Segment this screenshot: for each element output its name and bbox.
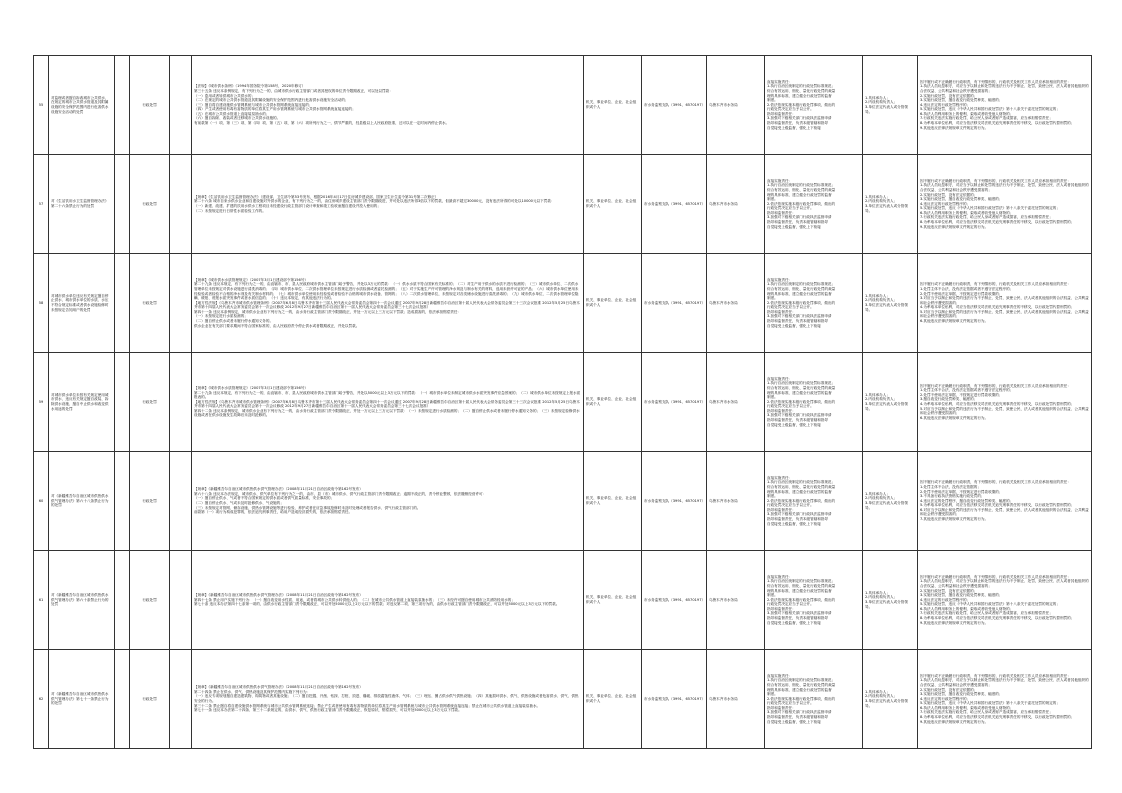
sub-item-cell: [115, 353, 130, 452]
accountability-line: 2.实施行政处罚，没有法定依据的；: [920, 93, 978, 98]
legal-basis-line: （二）未按规定进行日常性水质检验工作的。: [194, 208, 266, 213]
duty-line: 制度。: [767, 494, 778, 499]
item-name: 对《新疆维吾尔自治区城市供热供水供气管理办法》第七十一条禁止行为的处罚: [49, 650, 115, 749]
legal-basis-line: 第四十一条 违反本条例规定，城市供水企业有下列行为之一的，由水务行政主管部门责令限期改正，并处一万元以上三万元以下罚款；造成损害的，依法承担赔偿责任：: [194, 309, 462, 314]
legal-basis-line: 【地方性法规】《乌鲁木齐市城市供水管理条例》（2007年6月8日乌鲁木齐市第十三届人民代表大会常务委员会第四十一次会议通过 2007年9月28日新疆维吾尔自治区第十届人民代表大会常务委员会第三十三次会议批准 2012年5月25日乌鲁木齐市第十四届人民代表大会常务委员会第十一次会议修改 2012年9月27日新疆维吾尔自治区第十一届人民代表大会常务委员会第三十七次会议批准）: [194, 300, 580, 310]
duty-line: 制度。: [767, 296, 778, 301]
accountability-line: 7.行政机关违法实施行政处罚，给公民人身或者财产造成损害，应当承担赔偿责任；: [920, 215, 1053, 220]
legal-basis-line: （三）未按规定对管网、储存设施、供热水管网设施等进行检验、养护或者在应急事故抢修时未及时处理或者报告供水、供气行政主管部门的。: [194, 505, 421, 510]
accountability-line: 1.执法人员玩忽职守，对应当予以制止和处罚的违法行为不予制止、处罚，致使公民、法人或者其他组织的合法权益、公共利益和社会秩序遭受损害的；: [920, 579, 1089, 588]
accountability-line: 9.其他违反法律法规规章文件规定的行为。: [920, 620, 989, 625]
duty-line: 3.加强对下级相关部门行政执法监督申请: [767, 413, 832, 418]
target-subject: 机关、事业单位、企业、社会组织或个人: [584, 254, 642, 353]
accountability-line: 5.实施行政处罚，违反《中华人民共和国行政处罚法》第十八条关于委托处罚的规定的；: [920, 602, 1060, 607]
duty-line: 直接实施责任：: [767, 178, 793, 183]
item-name: 对《新疆维吾尔自治区城市供热供水供气管理办法》第六十八条禁止行为的处罚: [49, 452, 115, 551]
duty-line: 2.依法依规实施本级行政处罚事项，做出的: [767, 201, 836, 206]
legal-basis-line: （二）擅自停止供水、气或未及时抢修供水、气设施的；: [194, 501, 284, 505]
code-cell: [170, 452, 192, 551]
duty-line: 指导和监督责任，负责本级管辖和指导: [767, 319, 829, 324]
duty-line: 指导和监督责任：: [767, 111, 796, 116]
accountability-line: 9.其他违反法律法规规章文件规定的行为。: [920, 719, 989, 724]
responsible-department: 市水务监察支队（3991、6570197）: [642, 155, 707, 254]
accountability-line: 5.实施行政处罚，违反《中华人民共和国行政处罚法》第十八条关于委托处罚的规定的；: [920, 701, 1060, 706]
legal-basis-line: 【规章】《城市供水水质管理规定》（2007年3月1日建设部令第156号）: [194, 277, 309, 282]
accountability-line: 因不履行或不正确履行行政职责，有下列情形的，行政机关及相关工作人员应承担相应的责任：: [920, 282, 1071, 287]
target-subject: 机关、事业单位、企业、社会组织或个人: [584, 56, 642, 155]
duty-line: 1.执行自治区统制定的行政处罚标准规范；: [767, 84, 836, 89]
duty-line: 行政处罚决定应当予以公开。: [767, 305, 814, 310]
accountability-line: 3.实施行政处罚，擅自改变行政处罚种类、幅度的；: [920, 692, 1003, 697]
accountability-line: 3.实施行政处罚，擅自改变行政处罚种类、幅度的；: [920, 98, 1003, 103]
duty-line: 直接实施责任：: [767, 277, 793, 282]
duty-line: 2.依法依规实施本级行政处罚事项，做出的: [767, 399, 836, 404]
duty-line: 制度。: [767, 197, 778, 202]
responsible-persons: 1.具体承办人； 2.内设机构负责人； 3.单位法定代表人或分管领导。: [863, 155, 918, 254]
duty-line: 综合有效运用、细化、量化行政处罚的裁量: [767, 385, 836, 390]
accountability-line: 3.对应当予以制止和处罚的违法行为不予制止、处罚，致使公民、法人或者其他组织的合法权益、公共利益和社会秩序遭受损害的；: [920, 296, 1089, 305]
legal-basis-line: （六）擅自拆除、改装或者迁移城市公共供水设施的。: [194, 116, 281, 121]
duty-line: 理的具体标准，建立健全行政处罚的监督: [767, 93, 832, 98]
accountability-line: 6.执法人员利用职务上的便利，索取或者收受他人财物的；: [920, 111, 1014, 116]
accountability-items: [918, 452, 1092, 551]
legal-basis: [192, 650, 584, 749]
legal-basis-line: 第二十九条 违反本规定，有下列行为之一的，由直辖市、市、县人民政府城市供水主管部门给予警告，并处以3万元的罚款：（一）供水水质不符合国家有关标准的；（二）对生产用于供水的水质不进行检测的；（三）城市供水单位、二次供水管理单位未按规定对供水设施进行清洗消毒的；（四）城市供水单位、二次供水管理单位未按规定进行水质检测或者委托检测的；（五）对于实施生产许可管理的净水剂及与制水有关的材料，选用未获许可证的产品；（六）城市供水单位使用未经检验或者检验不合格的净水剂及有关制水材料的；（七）城市供水单位使用未经检验或者检验不合格的城市供水设备、管网的；（八）二次供水管理单位，未按规定对各类储水设施进行清洗消毒的；（九）城市供水单位、二次供水管理单位隐瞒、缓报、谎报水质突发事件或者水质信息的；（十）违反本规定，有其他违法行为的。: [194, 282, 579, 301]
responsible-persons: 1.具体承办人； 2.内设机构负责人； 3.单位法定代表人或分管领导。: [863, 254, 918, 353]
legal-basis-line: 第三十二条 禁止擅自将自建设施供水管网系统与城市公共供水管网系统连接；禁止产生或者使用有毒有害物质的单位将其生产用水管网系统与城市公共供水管网系统直接连接；禁止在城市公共供水管道上直接装泵抽水。: [194, 703, 541, 708]
legal-basis-line: 第二十九条 违反本规定，有下列行为之一的，由直辖市、市、县人民政府城市供水主管部门给予警告，并处以5000元以上3万元以下的罚款：（一）城市供水单位未制定城市供水水质突发事件应急预案的；（二）城市供水单位未按规定上报水质报表的。: [194, 390, 581, 400]
accountability-line: 2.处罚不使用法定单据，不按规定进行罚款收缴的；: [920, 392, 1003, 397]
duty-line: 综合有效运用、细化、量化行政处罚的裁量: [767, 187, 836, 192]
sub-item-cell: [115, 56, 130, 155]
duty-line: 2.依法依规实施本级行政处罚事项，做出的: [767, 498, 836, 503]
duty-line: 直接实施责任：: [767, 376, 793, 381]
accountability-line: 因不履行或不正确履行行政职责，有下列情形的，行政机关及相关工作人员应承担相应的责任：: [920, 574, 1071, 579]
target-subject: 机关、事业单位、企业、社会组织或个人: [584, 551, 642, 650]
accountability-line: 4.违反法定的行政处罚程序的；: [920, 696, 971, 701]
duty-line: 3.加强对下级相关部门行政执法监督申请: [767, 512, 832, 517]
legal-basis-line: 第二十六条 城市自来水供水企业和自建设施对外供水的企业，有下列行为之一的，由住房城乡建设主管部门责令限期改进，并可处以违法所得3倍以下的罚款，但最高不超过30000元，没有违法所得的可处以10000元以下罚款：: [194, 199, 555, 204]
accountability-items: [918, 254, 1092, 353]
legal-basis-line: 有前款第（一）项、第（三）项、第（四）项、第（五）项、第（六）项所列行为之一，情节严重的，经县级以上人民政府批准，还可以在一定时间内停止供水。: [194, 121, 450, 126]
sub-item-cell: [115, 254, 130, 353]
table-row: [34, 353, 1092, 452]
row-number: 58: [34, 254, 49, 353]
accountability-line: 7.行政机关违法实施行政处罚，给公民人身或者财产造成损害，应当承担赔偿责任；: [920, 710, 1053, 715]
accountability-line: 6.其他违反法律法规规章文件规定的行为。: [920, 319, 989, 324]
accountability-line: 6.执法人员利用职务上的便利，索取或者收受他人财物的；: [920, 210, 1014, 215]
duty-line: 自觉接受上级监督，强化上下衔接: [767, 719, 821, 724]
legal-basis-line: 第六十八条 违反本办法规定，城市供水、供气单位有下列行为之一的，由市、县（市）城市供水、供气行政主管部门责令限期改正；逾期不改正的，责令停业整顿，依法撤销经营许可：: [194, 491, 487, 496]
legal-basis-line: （一）违反专项规划擅自建造建筑物、构筑物或者其他设施；（二）擅自挖掘、开凿、钻探、打桩、顶进、爆破、排放腐蚀性液体、气体；（三）埋压、圈占供水供气供热设施；（四）其他损坏供水、供气、供热设施或者危害供水、供气、供热安全的行为。: [194, 694, 579, 703]
duty-line: 行政处罚决定应当予以公开。: [767, 206, 814, 211]
accountability-line: 2.实施行政处罚，没有法定依据的；: [920, 192, 978, 197]
accountability-line: 3.擅自改变行政处罚种类、幅度的；: [920, 397, 978, 402]
legal-basis-line: 【规章】《城市供水水质管理规定》（2007年3月1日建设部令第156号）: [194, 385, 309, 390]
accountability-line: 2.实施行政处罚，没有法定依据的；: [920, 687, 978, 692]
accountability-items: [918, 353, 1092, 452]
duty-line: 行政处罚决定应当予以公开。: [767, 701, 814, 706]
table-row: [34, 254, 1092, 353]
accountability-line: 6.执法人员利用职务上的便利，索取或者收受他人财物的；: [920, 606, 1014, 611]
duty-line: 制度。: [767, 692, 778, 697]
row-number: 55: [34, 56, 49, 155]
accountability-line: 8.为牟取本单位私利，对应当依法移交司法机关追究刑事责任的不移交，以行政处罚代替刑罚的；: [920, 616, 1075, 621]
power-category: 行政处罚: [130, 650, 170, 749]
legal-basis-line: （一）新建、改建、扩建的饮用水供水工程项目未经建设行政主管部门设计审查和竣工验收而擅自建设并投入使用的；: [194, 204, 381, 208]
duty-line: 自觉接受上级监督，强化上下衔接: [767, 125, 821, 130]
legal-basis-line: 【规章】《生活饮用水卫生监督管理办法》（建设部、卫生部令第53号发布，根据2016年4月17日住房城乡建设部、国家卫生计生委令第31号第二次修正）: [194, 194, 439, 199]
duty-line: 指导和监督责任：: [767, 507, 796, 512]
duty-line: 理的具体标准，建立健全行政处罚的监督: [767, 687, 832, 692]
duty-line: 综合有效运用、细化、量化行政处罚的裁量: [767, 682, 836, 687]
duty-line: 直接实施责任：: [767, 475, 793, 480]
row-number: 60: [34, 452, 49, 551]
table-row: [34, 452, 1092, 551]
sub-item-cell: [115, 551, 130, 650]
accountability-items: [918, 56, 1092, 155]
accountability-line: 2.处罚不使用法定单据，不按规定进行罚款收缴的；: [920, 489, 1003, 494]
accountability-line: 7.其他违反法律法规规章文件规定的行为。: [920, 517, 989, 522]
duty-line: 综合有效运用、细化、量化行政处罚的裁量: [767, 88, 836, 93]
duty-line: 指导和监督责任，负责本级管辖和指导: [767, 418, 829, 423]
duty-line: 理的具体标准，建立健全行政处罚的监督: [767, 588, 832, 593]
responsible-department: 市水务监察支队（3991、6570197）: [642, 551, 707, 650]
duty-line: 自觉接受上级监督，强化上下衔接: [767, 224, 821, 229]
target-subject: 机关、事业单位、企业、社会组织或个人: [584, 650, 642, 749]
accountability-line: 因不履行或不正确履行行政职责，有下列情形的，行政机关及相关工作人员应承担相应的责任：: [920, 673, 1071, 678]
accountability-line: 1.处罚主体不合法，没有法定依据或者不遵守法定程序的；: [920, 388, 1014, 393]
responsible-department: 市水务监察支队（3991、6570197）: [642, 56, 707, 155]
accountability-line: 因不履行或不正确履行行政职责，有下列情形的，行政机关及相关工作人员应承担相应的责任：: [920, 178, 1071, 183]
responsible-persons: 1.具体承办人； 2.内设机构负责人； 3.单位法定代表人或分管领导。: [863, 452, 918, 551]
duty-line: 2.依法依规实施本级行政处罚事项，做出的: [767, 300, 836, 305]
power-category: 行政处罚: [130, 551, 170, 650]
code-cell: [170, 56, 192, 155]
duty-items: [765, 551, 863, 650]
duty-items: [765, 56, 863, 155]
legal-basis: [192, 353, 584, 452]
duty-items: [765, 353, 863, 452]
duty-line: 制度。: [767, 98, 778, 103]
table-row: [34, 56, 1092, 155]
legal-basis-line: 【地方性法规】《乌鲁木齐市城市供水管理条例》（2007年6月8日乌鲁木齐市第十三届人民代表大会常务委员会第四十一次会议通过 2007年9月28日新疆维吾尔自治区第十届人民代表大会常务委员会第三十三次会议批准 2012年5月25日乌鲁木齐市第十四届人民代表大会常务委员会第十一次会议修改 2012年9月27日新疆维吾尔自治区第十一届人民代表大会常务委员会第三十七次会议批准）: [194, 399, 580, 409]
responsible-department: 市水务监察支队（3991、6570197）: [642, 452, 707, 551]
row-number: 57: [34, 155, 49, 254]
row-number: 62: [34, 650, 49, 749]
accountability-line: 3.实施行政处罚，擅自改变行政处罚种类、幅度的；: [920, 197, 1003, 202]
accountability-items: [918, 551, 1092, 650]
duty-line: 综合有效运用、细化、量化行政处罚的裁量: [767, 484, 836, 489]
duty-line: 1.执行自治区统制定的行政处罚标准规范；: [767, 480, 836, 485]
legal-basis-line: （三）擅自将自建设施供水管网系统与城市公共供水管网系统直接连接的；: [194, 102, 313, 107]
accountability-line: 8.为牟取本单位私利，对应当依法移交司法机关追究刑事责任的不移交，以行政处罚代替刑罚的；: [920, 121, 1075, 126]
accountability-line: 5.为牟取本单位私利，对应当依法移交司法机关追究刑事责任的不移交，以行政处罚代替刑罚的；: [920, 503, 1075, 508]
accountability-line: 9.其他违反法律法规规章文件规定的行为。: [920, 125, 989, 130]
legal-basis-line: （一）盗用或者转供城市公共供水的；: [194, 93, 256, 98]
accountability-line: 4.违反法定的行政处罚程序的；: [920, 201, 971, 206]
item-name: 对《生活饮用水卫生监督管理办法》第二十六条禁止行为的处罚: [49, 155, 115, 254]
legal-basis-line: 第四十七条 禁止用户实施下列行为：（一）擅自改变用水性质、用途，或者将城市公共供水转供他人的；（二）在城市公共供水管道上直接装泵抽水的；（三）未经许可擅自使用城市公共消防栓用水的；: [194, 597, 515, 602]
power-category: 行政处罚: [130, 56, 170, 155]
accountability-line: 因不履行或不正确履行行政职责，有下列情形的，行政机关及相关工作人员应承担相应的责任：: [920, 480, 1071, 485]
legal-basis: [192, 254, 584, 353]
duty-line: 1.执行自治区统制定的行政处罚标准规范；: [767, 183, 836, 188]
accountability-line: 3.不具备行政执法资格实施行政处罚的；: [920, 494, 985, 499]
power-category: 行政处罚: [130, 452, 170, 551]
duty-line: 3.加强对下级相关部门行政执法监督申请: [767, 116, 832, 121]
accountability-line: 1.执法人员玩忽职守，对应当予以制止和处罚的违法行为不予制止、处罚，致使公民、法人或者其他组织的合法权益、公共利益和社会秩序遭受损害的；: [920, 183, 1089, 192]
row-number: 61: [34, 551, 49, 650]
table-row: [34, 155, 1092, 254]
responsible-persons: 1.具体承办人； 2.内设机构负责人； 3.单位法定代表人或分管领导。: [863, 650, 918, 749]
duty-line: 3.加强对下级相关部门行政执法监督申请: [767, 314, 832, 319]
duty-line: 直接实施责任：: [767, 79, 793, 84]
legal-basis-line: 【规章】《新疆维吾尔自治区城市供热供水供气管理办法》（2008年11月21日自治区政府令第162号发布）: [194, 593, 363, 598]
duty-line: 理的具体标准，建立健全行政处罚的监督: [767, 390, 832, 395]
duty-line: 指导和监督责任：: [767, 408, 796, 413]
target-subject: 机关、事业单位、企业、社会组织或个人: [584, 452, 642, 551]
responsible-department: 市水务监察支队（3991、6570197）: [642, 353, 707, 452]
duty-line: 直接实施责任：: [767, 574, 793, 579]
accountability-line: 1.执法人员玩忽职守，对应当予以制止和处罚的违法行为不予制止、处罚，致使公民、法人或者其他组织的合法权益、公共利益和社会秩序遭受损害的；: [920, 678, 1089, 687]
accountability-line: 4.违反法定的处罚程序，擅自改变行政处罚种类、幅度的；: [920, 498, 1014, 503]
duty-line: 制度。: [767, 593, 778, 598]
duty-line: 指导和监督责任：: [767, 606, 796, 611]
implementing-agency: 乌鲁木齐市水务局: [707, 56, 765, 155]
accountability-line: 2.处罚不使用法定单据，不按规定进行罚款收缴的；: [920, 291, 1003, 296]
legal-basis-line: （五）在城市公共供水管道上直接装泵抽水的；: [194, 111, 270, 116]
code-cell: [170, 155, 192, 254]
duty-line: 1.执行自治区统制定的行政处罚标准规范；: [767, 678, 836, 683]
accountability-line: 4.为牟取本单位私利，对应当依法移交司法机关追究刑事责任的不移交，以行政处罚代替刑罚的；: [920, 305, 1075, 310]
duty-line: 1.执行自治区统制定的行政处罚标准规范；: [767, 579, 836, 584]
legal-basis-line: 【规章】《新疆维吾尔自治区城市供热供水供气管理办法》（2008年11月21日自治区政府令第162号发布）: [194, 685, 363, 690]
accountability-line: 3.实施行政处罚，擅自改变行政处罚种类、幅度的；: [920, 593, 1003, 598]
duty-line: 2.依法依规实施本级行政处罚事项，做出的: [767, 696, 836, 701]
duty-line: 理的具体标准，建立健全行政处罚的监督: [767, 291, 832, 296]
implementing-agency: 乌鲁木齐市水务局: [707, 551, 765, 650]
responsible-persons: 1.具体承办人； 2.内设机构负责人； 3.单位法定代表人或分管领导。: [863, 551, 918, 650]
legal-basis: [192, 551, 584, 650]
power-category: 行政处罚: [130, 353, 170, 452]
power-category: 行政处罚: [130, 254, 170, 353]
accountability-line: 5.实施行政处罚，违反《中华人民共和国行政处罚法》第十八条关于委托处罚的规定的；: [920, 206, 1060, 211]
duty-line: 行政处罚决定应当予以公开。: [767, 107, 814, 112]
responsible-persons: 1.具体承办人； 2.内设机构负责人； 3.单位法定代表人或分管领导。: [863, 56, 918, 155]
duty-line: 3.加强对下级相关部门行政执法监督申请: [767, 611, 832, 616]
sub-item-cell: [115, 452, 130, 551]
legal-basis: [192, 56, 584, 155]
sub-item-cell: [115, 155, 130, 254]
implementing-agency: 乌鲁木齐市水务局: [707, 452, 765, 551]
accountability-line: 4.违反法定的行政处罚程序的；: [920, 102, 971, 107]
duty-items: [765, 650, 863, 749]
duty-line: 1.执行自治区统制定的行政处罚标准规范；: [767, 282, 836, 287]
duty-line: 行政处罚决定应当予以公开。: [767, 602, 814, 607]
target-subject: 机关、事业单位、企业、社会组织或个人: [584, 155, 642, 254]
accountability-line: 因不履行或不正确履行行政职责，有下列情形的，行政机关及相关工作人员应承担相应的责任：: [920, 79, 1071, 84]
legal-basis-line: （二）在规定的城市公共供水管道及其附属设施的安全保护范围内进行危害供水设施安全活动的；: [194, 98, 349, 103]
duty-line: 3.加强对下级相关部门行政执法监督申请: [767, 215, 832, 220]
implementing-agency: 乌鲁木齐市水务局: [707, 155, 765, 254]
duty-line: 自觉接受上级监督，强化上下衔接: [767, 422, 821, 427]
legal-basis-line: （四）产生或者使用有毒有害物质的单位将其生产用水管网系统与城市公共供水管网系统直接连接的；: [194, 107, 356, 112]
duty-items: [765, 254, 863, 353]
legal-basis-line: （一）未按规定进行水质检测的；: [194, 314, 248, 319]
legal-basis-line: （一）擅自停止供水、气或者不符合国家规定的供水质或者供气质量标准，安全事故的；: [194, 496, 335, 501]
duty-line: 指导和监督责任，负责本级管辖和指导: [767, 517, 829, 522]
item-name: 对城市供水单位未按有关规定使用城市供水、违反有关规定擅自改装、拆除供水设施、擅自中止供水和改变供水用途的处罚: [49, 353, 115, 452]
responsible-department: 市水务监察支队（3991、6570197）: [642, 650, 707, 749]
sub-item-cell: [115, 650, 130, 749]
duty-line: 行政处罚决定应当予以公开。: [767, 404, 814, 409]
accountability-line: 5.对应当予以制止和处罚的违法行为不予制止、处罚，致使公民、法人或者其他组织的合法权益、公共利益和社会秩序遭受损害的；: [920, 406, 1089, 416]
accountability-line: 7.行政机关违法实施行政处罚，给公民人身或者财产造成损害，应当承担赔偿责任；: [920, 116, 1053, 121]
accountability-line: 4.为牟取本单位私利，对应当依法移交司法机关追究刑事责任的不移交，以行政处罚代替刑罚的；: [920, 402, 1075, 406]
accountability-items: [918, 155, 1092, 254]
duty-line: 直接实施责任：: [767, 673, 793, 678]
duty-line: 自觉接受上级监督，强化上下衔接: [767, 521, 821, 526]
legal-basis: [192, 452, 584, 551]
duty-line: 指导和监督责任，负责本级管辖和指导: [767, 121, 829, 126]
legal-basis-line: 供水企业在有关部门要求期间不符合国家标准的，由人民政府责令停止供水或者限期改正，并处以罚款。: [194, 323, 360, 328]
accountability-line: 9.其他违反法律法规规章文件规定的行为。: [920, 224, 989, 229]
legal-basis-line: 第二十四条 禁止在供水、供气、供热设施及其保护范围内实施下列行为：: [194, 689, 311, 694]
accountability-line: 1.处罚主体不合法，没有法定依据或者不遵守法定程序的；: [920, 286, 1014, 291]
table-row: [34, 551, 1092, 650]
item-name: 对城市供水单位违反有关规定擅自停止供水、城市供水单位的水质、水压不符合规定标准或者供水设施检修时未按规定告知用户的处罚: [49, 254, 115, 353]
power-category: 行政处罚: [130, 155, 170, 254]
accountability-line: 2.实施行政处罚，没有法定依据的；: [920, 588, 978, 593]
responsible-department: 市水务监察支队（3991、6570197）: [642, 254, 707, 353]
duty-line: 指导和监督责任：: [767, 705, 796, 710]
duty-line: 指导和监督责任，负责本级管辖和指导: [767, 220, 829, 225]
accountability-line: 6.其他违反法律法规规章文件规定的行为。: [920, 415, 989, 420]
accountability-line: 因不履行或不正确履行行政职责，有下列情形的，行政机关及相关工作人员应承担相应的责任：: [920, 383, 1071, 388]
code-cell: [170, 254, 192, 353]
accountability-line: 5.实施行政处罚，违反《中华人民共和国行政处罚法》第十八条关于委托处罚的规定的；: [920, 107, 1060, 112]
duty-line: 指导和监督责任：: [767, 210, 796, 215]
accountability-line: 1.执法人员玩忽职守，对应当予以制止和处罚的违法行为不予制止、处罚，致使公民、法人或者其他组织的合法权益、公共利益和社会秩序遭受损害的；: [920, 84, 1089, 93]
accountability-line: 6.对应当予以制止和处罚的违法行为不予制止、处罚，致使公民、法人或者其他组织的合法权益、公共利益和社会秩序遭受损害的；: [920, 507, 1089, 517]
table-body: [34, 56, 1092, 749]
legal-basis-line: 第七十一条 违反本办法第二十四条、第三十二条规定的，由供水、供气、供热行政主管部门责令限期改正，恢复原状，赔偿损失，可以并处5000元以上3万元以下罚款。: [194, 708, 462, 713]
duty-line: 2.依法依规实施本级行政处罚事项，做出的: [767, 102, 836, 107]
duty-line: 自觉接受上级监督，强化上下衔接: [767, 620, 821, 625]
legal-basis-line: 【法规】《城市供水条例》（1994年国务院令第158号，2020年修订）: [194, 84, 306, 89]
duty-line: 2.依法依规实施本级行政处罚事项，做出的: [767, 597, 836, 602]
duty-line: 行政处罚决定应当予以公开。: [767, 503, 814, 508]
legal-basis-line: 第三十五条 违反本条例规定，有下列行为之一的，由城市供水行政主管部门或者其授权的单位责令限期改正，可以处以罚款：: [194, 88, 393, 93]
power-list-table: [33, 55, 1092, 749]
table-row: [34, 650, 1092, 749]
accountability-items: [918, 650, 1092, 749]
implementing-agency: 乌鲁木齐市水务局: [707, 353, 765, 452]
duty-line: 指导和监督责任：: [767, 309, 796, 314]
legal-basis-line: （二）擅自停止供水或者未履行停水通知义务的。: [194, 319, 274, 324]
implementing-agency: 乌鲁木齐市水务局: [707, 650, 765, 749]
target-subject: 机关、事业单位、企业、社会组织或个人: [584, 353, 642, 452]
duty-line: 自觉接受上级监督，强化上下衔接: [767, 323, 821, 328]
duty-line: 综合有效运用、细化、量化行政处罚的裁量: [767, 286, 836, 291]
row-number: 59: [34, 353, 49, 452]
duty-line: 制度。: [767, 395, 778, 400]
item-name: 对《新疆维吾尔自治区城市供热供水供气管理办法》第六十条禁止行为的处罚: [49, 551, 115, 650]
duty-line: 综合有效运用、细化、量化行政处罚的裁量: [767, 583, 836, 588]
duty-items: [765, 452, 863, 551]
code-cell: [170, 551, 192, 650]
code-cell: [170, 353, 192, 452]
accountability-line: 1.处罚主体不合法，没有法定依据的；: [920, 484, 981, 489]
accountability-line: 6.执法人员利用职务上的便利，索取或者收受他人财物的；: [920, 705, 1014, 710]
implementing-agency: 乌鲁木齐市水务局: [707, 254, 765, 353]
duty-items: [765, 155, 863, 254]
accountability-line: 5.对应当予以制止和处罚的违法行为不予制止、处罚，致使公民、法人或者其他组织的合法权益、公共利益和社会秩序遭受损害的；: [920, 309, 1089, 319]
legal-basis-line: 前款第（一）项行为构成犯罪的，依法追究刑事责任，给用户造成经济损失的，依法承担赔偿责任。: [194, 510, 353, 515]
responsible-persons: 1.具体承办人； 2.内设机构负责人； 3.单位法定代表人或分管领导。: [863, 353, 918, 452]
duty-line: 指导和监督责任，负责本级管辖和指导: [767, 616, 829, 621]
duty-line: 3.加强对下级相关部门行政执法监督申请: [767, 710, 832, 715]
accountability-line: 8.为牟取本单位私利，对应当依法移交司法机关追究刑事责任的不移交，以行政处罚代替刑罚的；: [920, 220, 1075, 225]
legal-basis-line: 第七十条 违反本办法第四十七条第一项的，由供水行政主管部门责令限期改正，可以并处5000元以上2万元以下的罚款；对违反第二项、第三项行为的，由供水行政主管部门责令限期改正，可以并处5000元以上3万元以下的罚款。: [194, 602, 560, 607]
duty-line: 理的具体标准，建立健全行政处罚的监督: [767, 192, 832, 197]
duty-line: 理的具体标准，建立健全行政处罚的监督: [767, 489, 832, 494]
legal-basis-line: 第四十二条 违反本条例规定，城市供水企业有下列行为之一的，由水务行政主管部门责令限期改正，并处一万元以上三万元以下罚款：（一）未按规定进行水质检测的；（二）擅自停止供水或者未履行停水通知义务的；（三）未按规定检修供水设施或者在供水设施发生故障后未及时抢修的。: [194, 408, 580, 418]
code-cell: [170, 650, 192, 749]
accountability-line: 8.为牟取本单位私利，对应当依法移交司法机关追究刑事责任的不移交，以行政处罚代替刑罚的；: [920, 715, 1075, 720]
item-name: 对监理或者擅自拆改城市公共供水、在规定的城市公共供水管道及其附属设施的安全保护范围内进行危害供水设施安全活动的处罚: [49, 56, 115, 155]
accountability-line: 4.违反法定的行政处罚程序的；: [920, 597, 971, 602]
accountability-line: 7.行政机关违法实施行政处罚，给公民人身或者财产造成损害，应当承担赔偿责任；: [920, 611, 1053, 616]
legal-basis-line: 【规章】《新疆维吾尔自治区城市供热供水供气管理办法》（2008年11月21日自治区政府令第162号发布）: [194, 487, 363, 492]
duty-line: 1.执行自治区统制定的行政处罚标准规范；: [767, 381, 836, 386]
legal-basis: [192, 155, 584, 254]
duty-line: 指导和监督责任，负责本级管辖和指导: [767, 715, 829, 720]
